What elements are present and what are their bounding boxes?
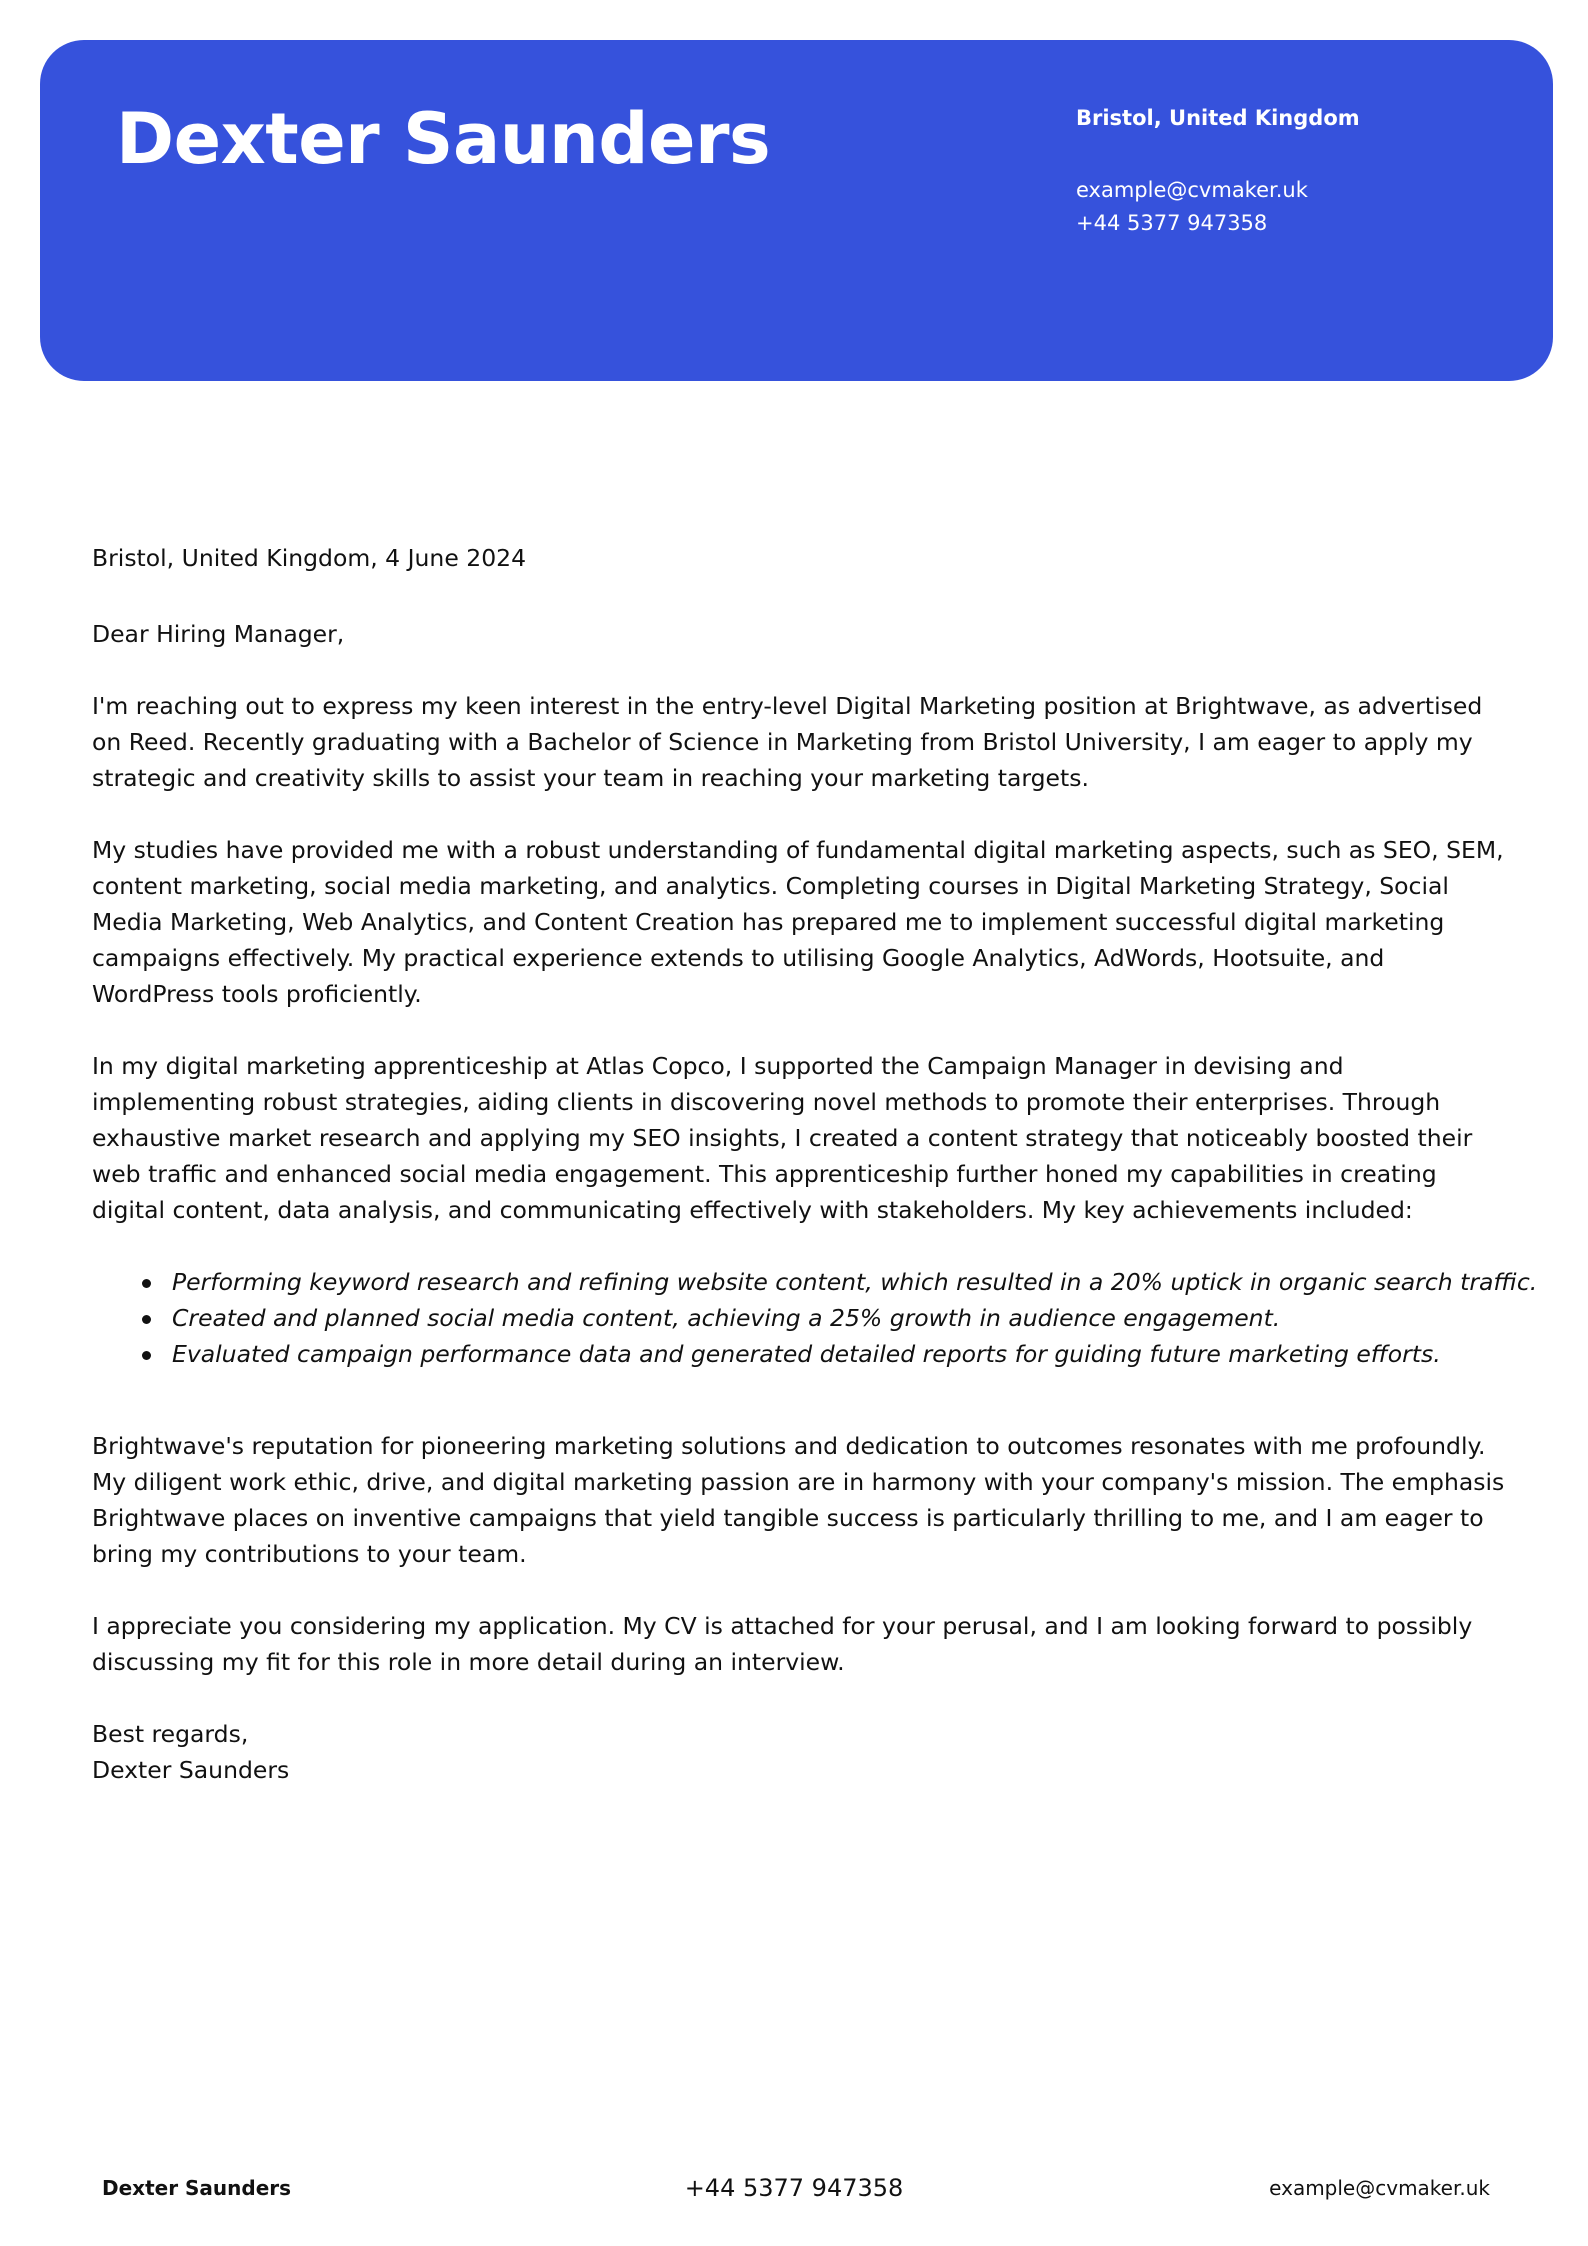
- closing: Best regards,: [92, 1720, 249, 1748]
- header-banner: [40, 40, 1553, 381]
- footer-email: example@cvmaker.uk: [1269, 2176, 1490, 2200]
- applicant-name: Dexter Saunders: [116, 98, 771, 180]
- achievements-list: [92, 1264, 1538, 1372]
- salutation: Dear Hiring Manager,: [92, 620, 345, 648]
- paragraph: I appreciate you considering my application. My CV is attached for your perusal, and I am looking forward to possibly discussing my fit for this role in more detail during an interview.: [92, 1612, 1473, 1676]
- footer-phone: +44 5377 947358: [684, 2174, 904, 2202]
- bullet-icon: [142, 1351, 151, 1360]
- list-item: [172, 1264, 1538, 1300]
- footer: [0, 2170, 1588, 2210]
- achievement-text: Created and planned social media content, achieving a 25% growth in audience engagement.: [172, 1304, 1281, 1332]
- paragraph: My studies have provided me with a robust understanding of fundamental digital marketing aspects, such as SEO, SEM, content marketing, social media marketing, and analytics. Completing courses in Digital Marketing Strategy, Social Media Marketing, Web Analytics, and Content Creation has prepared me to implement successful digital marketing campaigns effectively. My practical experience extends to utilising Google Analytics, AdWords, Hootsuite, and WordPress tools proficiently.: [92, 836, 1504, 1008]
- list-item: [172, 1300, 1512, 1336]
- phone: +44 5377 947358: [1076, 211, 1268, 235]
- contact-block: [1076, 104, 1360, 240]
- list-item: [172, 1336, 1512, 1372]
- signature: Dexter Saunders: [92, 1756, 290, 1784]
- paragraph: Brightwave's reputation for pioneering marketing solutions and dedication to outcomes resonates with me profoundly. My diligent work ethic, drive, and digital marketing passion are in harmony with your company's mission. The emphasis Brightwave places on inventive campaigns that yield tangible success is particularly thrilling to me, and I am eager to bring my contributions to your team.: [92, 1432, 1505, 1568]
- letter-body: [92, 540, 1538, 1788]
- achievement-text: Evaluated campaign performance data and generated detailed reports for guiding future marketing efforts.: [172, 1340, 1441, 1368]
- place-date: Bristol, United Kingdom, 4 June 2024: [92, 544, 527, 572]
- email: example@cvmaker.uk: [1076, 178, 1308, 202]
- bullet-icon: [142, 1315, 151, 1324]
- location: Bristol, United Kingdom: [1076, 106, 1360, 130]
- paragraph: I'm reaching out to express my keen interest in the entry-level Digital Marketing position at Brightwave, as advertised on Reed. Recently graduating with a Bachelor of Science in Marketing from Bristol University, I am eager to apply my strategic and creativity skills to assist your team in reaching your marketing targets.: [92, 692, 1483, 792]
- footer-name: Dexter Saunders: [102, 2176, 292, 2200]
- paragraph: In my digital marketing apprenticeship at Atlas Copco, I supported the Campaign Manager in devising and implementing robust strategies, aiding clients in discovering novel methods to promote their enterprises. Through exhaustive market research and applying my SEO insights, I created a content strategy that noticeably boosted their web traffic and enhanced social media engagement. This apprenticeship further honed my capabilities in creating digital content, data analysis, and communicating effectively with stakeholders. My key achievements included:: [92, 1052, 1473, 1224]
- bullet-icon: [142, 1279, 151, 1288]
- achievement-text: Performing keyword research and refining website content, which resulted in a 20% uptick in organic search traffic.: [172, 1268, 1538, 1296]
